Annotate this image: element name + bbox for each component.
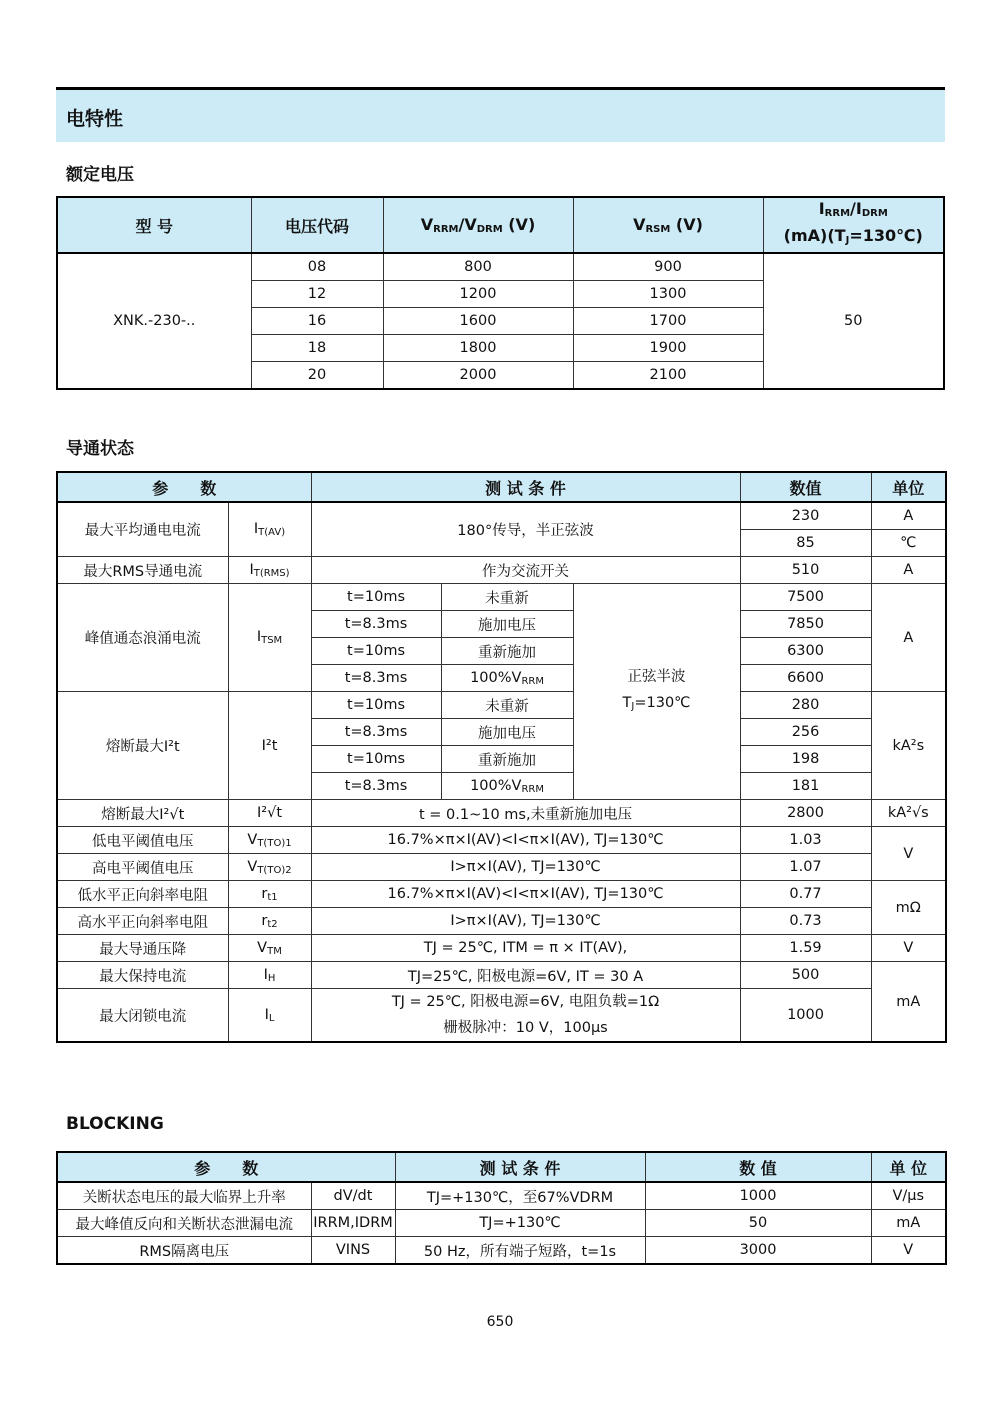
subcond-cell: 施加电压 — [441, 719, 573, 746]
table-row — [57, 1210, 946, 1237]
condition: 16.7%×π×I(AV)<I<π×I(AV), TJ=130℃ — [311, 827, 740, 854]
section-title: 电特性 — [66, 108, 124, 130]
param-name: 最大峰值反向和关断状态泄漏电流 — [57, 1210, 311, 1237]
vrsm-cell: 2100 — [573, 362, 763, 390]
param-name: 最大RMS导通电流 — [57, 557, 228, 584]
value-cell: 1000 — [740, 989, 871, 1043]
time-cell: t=10ms — [311, 638, 441, 665]
param-symbol: dV/dt — [311, 1182, 395, 1210]
code-cell: 16 — [251, 308, 383, 335]
param-symbol: $I_{TSM}$ — [228, 584, 311, 692]
header-unit: 单 位 — [871, 1152, 946, 1182]
value-cell: 7500 — [740, 584, 871, 611]
blocking-table — [56, 1151, 947, 1265]
header-value: 数 值 — [645, 1152, 871, 1182]
param-name: 熔断最大I²t — [57, 692, 228, 800]
table-row — [57, 908, 946, 935]
condition: I>π×I(AV), TJ=130℃ — [311, 854, 740, 881]
header-vrrm: $V_{RRM}/V_{DRM}$ (V) — [383, 197, 573, 253]
param-name: 低电平阈值电压 — [57, 827, 228, 854]
header-code: 电压代码 — [251, 197, 383, 253]
value-cell: 6600 — [740, 665, 871, 692]
param-symbol: $V_{T(TO)1}$ — [228, 827, 311, 854]
param-symbol: $I_H$ — [228, 962, 311, 989]
table-row — [57, 584, 946, 611]
table-row — [57, 253, 944, 281]
value-cell: 7850 — [740, 611, 871, 638]
condition: TJ=25℃, 阳极电源=6V, IT = 30 A — [311, 962, 740, 989]
unit-cell: A — [871, 584, 946, 692]
vrrm-cell: 800 — [383, 253, 573, 281]
value-cell: 510 — [740, 557, 871, 584]
onstate-table — [56, 471, 947, 1043]
table-row — [57, 989, 946, 1043]
param-symbol: I²√t — [228, 800, 311, 827]
time-cell: t=8.3ms — [311, 719, 441, 746]
vrsm-cell: 900 — [573, 253, 763, 281]
value-cell: 500 — [740, 962, 871, 989]
table-row — [57, 502, 946, 530]
value-cell: 3000 — [645, 1237, 871, 1265]
header-param: 参 数 — [57, 472, 311, 502]
header-param: 参 数 — [57, 1152, 395, 1182]
table-row — [57, 881, 946, 908]
value-cell: 1.03 — [740, 827, 871, 854]
time-cell: t=10ms — [311, 746, 441, 773]
table-row — [57, 962, 946, 989]
section-header-bar — [56, 87, 945, 142]
param-symbol: $I_{T(RMS)}$ — [228, 557, 311, 584]
param-name: 高水平正向斜率电阻 — [57, 908, 228, 935]
value-cell: 1.59 — [740, 935, 871, 962]
onstate-title: 导通状态 — [66, 439, 134, 459]
vrsm-cell: 1700 — [573, 308, 763, 335]
param-symbol: VINS — [311, 1237, 395, 1265]
unit-cell: V — [871, 827, 946, 881]
model-cell: XNK.-230-.. — [57, 253, 251, 389]
value-cell: 0.77 — [740, 881, 871, 908]
table-row — [57, 1182, 946, 1210]
condition: TJ=+130℃ — [395, 1210, 645, 1237]
condition: I>π×I(AV), TJ=130℃ — [311, 908, 740, 935]
sine-cond-cell: 正弦半波 $T_J=130℃$ — [573, 584, 740, 800]
vrsm-cell: 1300 — [573, 281, 763, 308]
value-cell: 181 — [740, 773, 871, 800]
vrrm-cell: 2000 — [383, 362, 573, 390]
unit-cell: mA — [871, 962, 946, 1043]
blocking-header-row — [57, 1152, 946, 1182]
code-cell: 08 — [251, 253, 383, 281]
param-name: 最大闭锁电流 — [57, 989, 228, 1043]
code-cell: 12 — [251, 281, 383, 308]
header-model: 型 号 — [57, 197, 251, 253]
param-name: 低水平正向斜率电阻 — [57, 881, 228, 908]
table-row — [57, 557, 946, 584]
value-cell: 0.73 — [740, 908, 871, 935]
header-unit: 单位 — [871, 472, 946, 502]
table-row — [57, 854, 946, 881]
value-cell: 1000 — [645, 1182, 871, 1210]
param-symbol: $r_{t1}$ — [228, 881, 311, 908]
param-name: 高电平阈值电压 — [57, 854, 228, 881]
header-cond: 测 试 条 件 — [395, 1152, 645, 1182]
param-symbol: $V_{TM}$ — [228, 935, 311, 962]
value-cell: 198 — [740, 746, 871, 773]
rated-voltage-title: 额定电压 — [66, 165, 134, 185]
param-name: RMS隔离电压 — [57, 1237, 311, 1265]
table-row — [57, 827, 946, 854]
time-cell: t=10ms — [311, 584, 441, 611]
param-name: 峰值通态浪涌电流 — [57, 584, 228, 692]
condition: 作为交流开关 — [311, 557, 740, 584]
header-irrm: $I_{RRM}/I_{DRM}$ $(mA)(T_J=130℃)$ — [763, 197, 944, 253]
condition: TJ = 25℃, ITM = π × IT(AV), — [311, 935, 740, 962]
header-cond: 测 试 条 件 — [311, 472, 740, 502]
value-cell: 85 — [740, 530, 871, 557]
condition: 16.7%×π×I(AV)<I<π×I(AV), TJ=130℃ — [311, 881, 740, 908]
unit-cell: A — [871, 557, 946, 584]
unit-cell: kA²√s — [871, 800, 946, 827]
subcond-cell: 施加电压 — [441, 611, 573, 638]
unit-cell: V — [871, 1237, 946, 1265]
unit-cell: V — [871, 935, 946, 962]
param-symbol: $I_L$ — [228, 989, 311, 1043]
unit-cell: V/μs — [871, 1182, 946, 1210]
value-cell: 256 — [740, 719, 871, 746]
param-symbol: I²t — [228, 692, 311, 800]
vrrm-cell: 1600 — [383, 308, 573, 335]
table-row — [57, 1237, 946, 1265]
param-symbol: $r_{t2}$ — [228, 908, 311, 935]
unit-cell: mΩ — [871, 881, 946, 935]
table-row — [57, 800, 946, 827]
param-symbol: $I_{T(AV)}$ — [228, 502, 311, 557]
time-cell: t=10ms — [311, 692, 441, 719]
table-row — [57, 692, 946, 719]
param-name: 最大导通压降 — [57, 935, 228, 962]
header-vrsm: $V_{RSM}$ (V) — [573, 197, 763, 253]
value-cell: 2800 — [740, 800, 871, 827]
value-cell: 230 — [740, 502, 871, 530]
unit-cell: A — [871, 502, 946, 530]
param-symbol: IRRM,IDRM — [311, 1210, 395, 1237]
code-cell: 18 — [251, 335, 383, 362]
vrsm-cell: 1900 — [573, 335, 763, 362]
value-cell: 6300 — [740, 638, 871, 665]
param-name: 关断状态电压的最大临界上升率 — [57, 1182, 311, 1210]
subcond-cell: 重新施加 — [441, 746, 573, 773]
param-name: 最大平均通电电流 — [57, 502, 228, 557]
value-cell: 280 — [740, 692, 871, 719]
time-cell: t=8.3ms — [311, 665, 441, 692]
time-cell: t=8.3ms — [311, 611, 441, 638]
param-name: 熔断最大I²√t — [57, 800, 228, 827]
rated-header-row — [57, 197, 944, 253]
value-cell: 50 — [645, 1210, 871, 1237]
subcond-cell: 未重新 — [441, 692, 573, 719]
time-cell: t=8.3ms — [311, 773, 441, 800]
vrrm-cell: 1800 — [383, 335, 573, 362]
subcond-cell: 未重新 — [441, 584, 573, 611]
unit-cell: ℃ — [871, 530, 946, 557]
header-value: 数值 — [740, 472, 871, 502]
table-row — [57, 935, 946, 962]
rated-voltage-table — [56, 196, 945, 390]
condition: TJ = 25℃, 阳极电源=6V, 电阻负载=1Ω 栅极脉冲：10 V，100μs — [311, 989, 740, 1043]
page-number: 650 — [486, 1314, 514, 1330]
subcond-cell: 重新施加 — [441, 638, 573, 665]
subcond-cell: $100\%V_{RRM}$ — [441, 773, 573, 800]
unit-cell: mA — [871, 1210, 946, 1237]
param-symbol: $V_{T(TO)2}$ — [228, 854, 311, 881]
vrrm-cell: 1200 — [383, 281, 573, 308]
param-name: 最大保持电流 — [57, 962, 228, 989]
condition: TJ=+130℃，至67%VDRM — [395, 1182, 645, 1210]
irrm-cell: 50 — [763, 253, 944, 389]
condition: 180°传导，半正弦波 — [311, 502, 740, 557]
onstate-header-row — [57, 472, 946, 502]
subcond-cell: $100\%V_{RRM}$ — [441, 665, 573, 692]
blocking-title: BLOCKING — [66, 1114, 164, 1134]
code-cell: 20 — [251, 362, 383, 390]
value-cell: 1.07 — [740, 854, 871, 881]
condition: t = 0.1~10 ms,未重新施加电压 — [311, 800, 740, 827]
unit-cell: kA²s — [871, 692, 946, 800]
condition: 50 Hz，所有端子短路，t=1s — [395, 1237, 645, 1265]
